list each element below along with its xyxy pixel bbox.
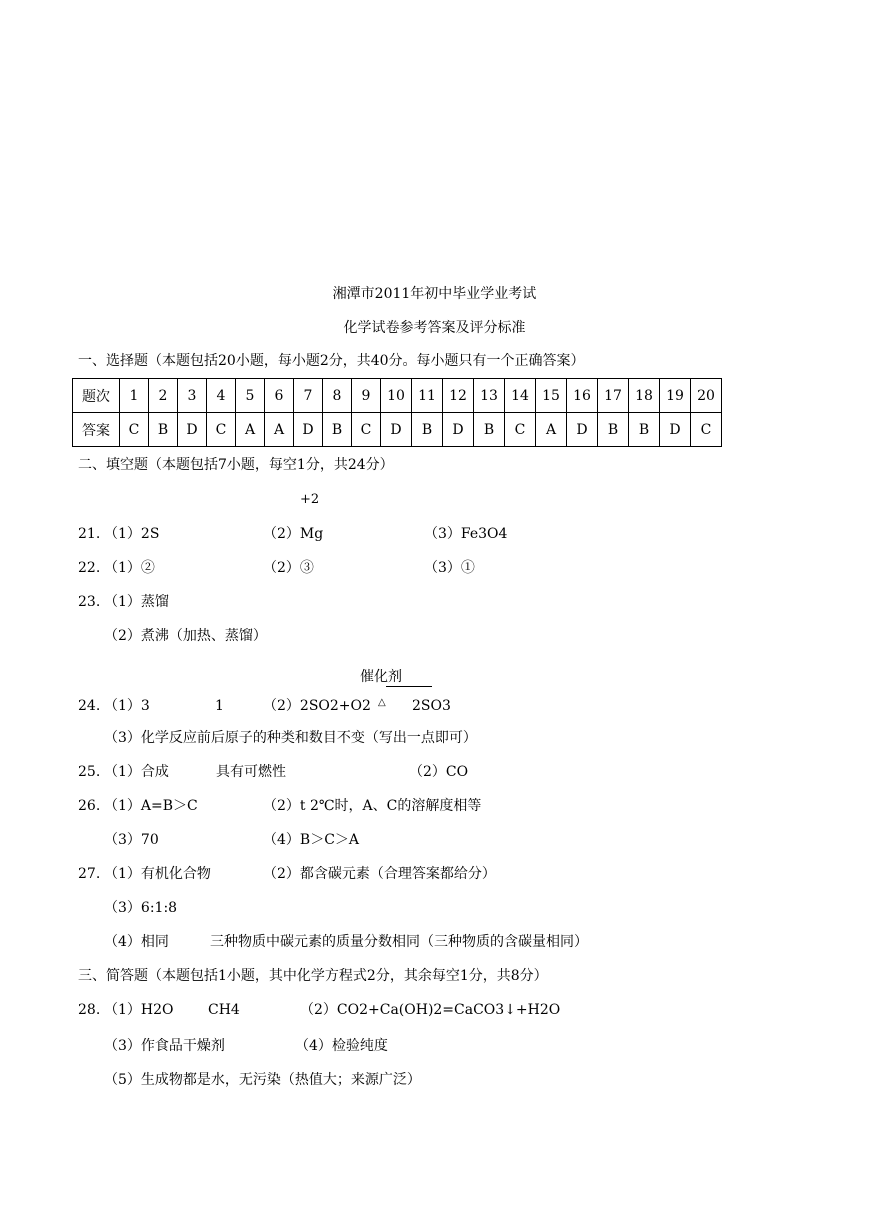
- heat-symbol: △: [378, 697, 386, 708]
- question-number: 11: [412, 379, 443, 413]
- q24-answer-1: （1）3: [104, 698, 150, 714]
- answer-table: [72, 378, 722, 447]
- answer-cell: D: [294, 413, 323, 447]
- q27-answer-4: （4）相同: [104, 934, 169, 950]
- page-title: 湘潭市2011年初中毕业学业考试: [332, 286, 537, 302]
- table-row: [73, 413, 722, 447]
- q24-product: 2SO3: [412, 698, 451, 714]
- section2-heading: 二、填空题（本题包括7小题，每空1分，共24分）: [78, 457, 394, 473]
- q27-answer-2: （2）都含碳元素（合理答案都给分）: [263, 866, 496, 882]
- question-number: 12: [443, 379, 474, 413]
- q27-answer-3: （3）6:1:8: [104, 900, 178, 916]
- answer-cell: C: [207, 413, 236, 447]
- q28-number: 28.: [78, 1002, 101, 1018]
- answer-cell: B: [629, 413, 660, 447]
- answer-cell: D: [567, 413, 598, 447]
- answer-cell: D: [178, 413, 207, 447]
- question-number: 16: [567, 379, 598, 413]
- q24-answer-2: （2）2SO2+O2: [263, 698, 371, 714]
- answer-cell: B: [412, 413, 443, 447]
- answer-cell: A: [236, 413, 265, 447]
- q28-answer-4: （4）检验纯度: [295, 1038, 388, 1054]
- q27-number: 27.: [78, 866, 101, 882]
- q23-answer-2: （2）煮沸（加热、蒸馏）: [104, 628, 267, 644]
- answer-cell: B: [598, 413, 629, 447]
- catalyst-label: 催化剂: [360, 669, 402, 685]
- answer-cell: C: [352, 413, 381, 447]
- q21-answer-3: （3）Fe3O4: [424, 526, 508, 542]
- q25-number: 25.: [78, 764, 101, 780]
- q28-answer-3: （3）作食品干燥剂: [104, 1038, 225, 1054]
- question-number: 19: [660, 379, 691, 413]
- q26-answer-2: （2）t 2℃时，A、C的溶解度相等: [263, 798, 482, 814]
- question-number: 8: [323, 379, 352, 413]
- reaction-arrow-line: [386, 686, 432, 687]
- question-number: 1: [120, 379, 149, 413]
- q22-answer-2: （2）③: [263, 560, 314, 576]
- answer-cell: C: [691, 413, 722, 447]
- question-number: 13: [474, 379, 505, 413]
- row-label: 答案: [73, 413, 120, 447]
- question-number: 9: [352, 379, 381, 413]
- question-number: 15: [536, 379, 567, 413]
- question-number: 3: [178, 379, 207, 413]
- catalyst-condition: [360, 668, 402, 686]
- table-row: [73, 379, 722, 413]
- q22-number: 22.: [78, 560, 101, 576]
- q23-answer-1: （1）蒸馏: [104, 594, 169, 610]
- question-number: 14: [505, 379, 536, 413]
- q26-answer-4: （4）B＞C＞A: [263, 832, 360, 848]
- q28-answer-1b: CH4: [208, 1002, 240, 1018]
- answer-cell: D: [660, 413, 691, 447]
- question-number: 10: [381, 379, 412, 413]
- answer-cell: B: [474, 413, 505, 447]
- q26-answer-3: （3）70: [104, 832, 159, 848]
- q25-answer-2: （2）CO: [409, 764, 469, 780]
- q22-answer-1: （1）②: [104, 560, 155, 576]
- section3-heading: 三、简答题（本题包括1小题，其中化学方程式2分，其余每空1分，共8分）: [78, 968, 548, 984]
- question-number: 2: [149, 379, 178, 413]
- page-subtitle: 化学试卷参考答案及评分标准: [343, 320, 526, 336]
- answer-cell: A: [536, 413, 567, 447]
- q21-answer-1: （1）2S: [104, 526, 160, 542]
- q26-number: 26.: [78, 798, 101, 814]
- question-number: 6: [265, 379, 294, 413]
- valence-superscript: +2: [300, 492, 320, 507]
- answer-cell: A: [265, 413, 294, 447]
- q21-answer-2: （2）Mg: [263, 526, 324, 542]
- q27-answer-1: （1）有机化合物: [104, 866, 211, 882]
- answer-cell: B: [149, 413, 178, 447]
- q24-answer-3: （3）化学反应前后原子的种类和数目不变（写出一点即可）: [104, 730, 477, 746]
- answer-cell: D: [381, 413, 412, 447]
- q21-number: 21.: [78, 526, 101, 542]
- question-number: 17: [598, 379, 629, 413]
- answer-cell: D: [443, 413, 474, 447]
- answer-cell: C: [505, 413, 536, 447]
- question-number: 4: [207, 379, 236, 413]
- q23-number: 23.: [78, 594, 101, 610]
- question-number: 18: [629, 379, 660, 413]
- q26-answer-1: （1）A=B＞C: [104, 798, 198, 814]
- q24-answer-1b: 1: [215, 698, 224, 714]
- answer-cell: C: [120, 413, 149, 447]
- q25-answer-1b: 具有可燃性: [216, 764, 286, 780]
- row-label: 题次: [73, 379, 120, 413]
- answer-cell: B: [323, 413, 352, 447]
- q28-answer-1: （1）H2O: [104, 1002, 174, 1018]
- q28-answer-2: （2）CO2+Ca(OH)2=CaCO3↓+H2O: [300, 1002, 561, 1018]
- section1-heading: 一、选择题（本题包括20小题，每小题2分，共40分。每小题只有一个正确答案）: [78, 353, 585, 369]
- question-number: 20: [691, 379, 722, 413]
- q25-answer-1: （1）合成: [104, 764, 169, 780]
- q22-answer-3: （3）①: [424, 560, 475, 576]
- q27-answer-4b: 三种物质中碳元素的质量分数相同（三种物质的含碳量相同）: [210, 934, 588, 950]
- q28-answer-5: （5）生成物都是水，无污染（热值大；来源广泛）: [104, 1072, 421, 1088]
- q24-number: 24.: [78, 698, 101, 714]
- question-number: 7: [294, 379, 323, 413]
- question-number: 5: [236, 379, 265, 413]
